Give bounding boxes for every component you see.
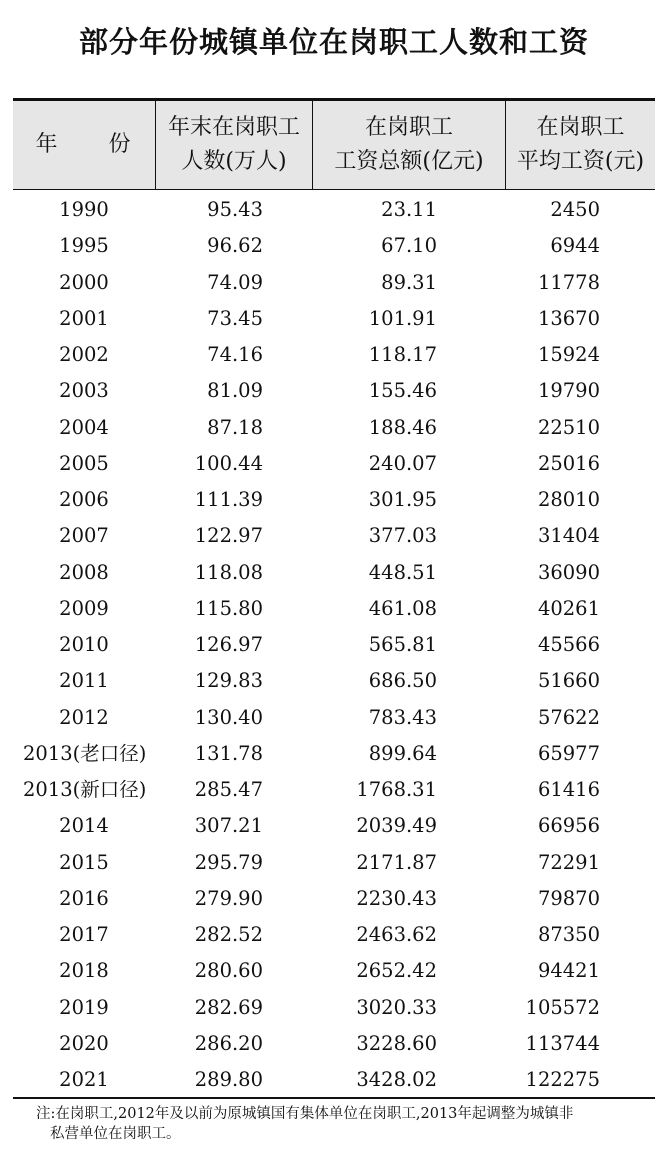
table-row [13,881,655,917]
cell-total-wage: 118.17 [368,343,437,366]
cell-avg-wage: 6944 [550,234,600,258]
cell-total-wage: 101.91 [368,306,437,330]
cell-total-wage: 899.64 [368,741,437,765]
cell-total-wage: 155.46 [368,379,437,403]
cell-year: 2019 [59,995,109,1019]
table-row [13,482,655,518]
cell-year: 2004 [59,415,109,439]
footnote-line1: 注:在岗职工,2012年及以前为原城镇国有集体单位在岗职工,2013年起调整为城镇非 [36,1106,574,1122]
table-row [13,337,655,373]
cell-year: 2007 [59,524,109,548]
table-row [13,627,655,663]
header-avg-wage-line2: 平均工资(元) [516,149,645,174]
header-year-label: 年 份 [35,132,153,157]
table-row [13,990,655,1026]
cell-avg-wage: 51660 [537,669,600,693]
cell-year: 2002 [59,343,109,366]
cell-total-wage: 461.08 [368,596,437,620]
table-header [13,101,655,190]
footnote [36,1104,646,1144]
cell-total-wage: 188.46 [368,415,437,439]
cell-avg-wage: 22510 [537,415,600,439]
cell-year: 1995 [59,234,109,258]
cell-workers: 111.39 [194,488,263,511]
cell-total-wage: 2039.49 [356,814,437,838]
table-row [13,555,655,591]
header-avg-wage [505,101,655,189]
table-row [13,591,655,627]
cell-total-wage: 2171.87 [356,850,437,874]
table-row [13,700,655,736]
cell-avg-wage: 66956 [537,814,600,838]
cell-avg-wage: 25016 [537,451,600,475]
table-row [13,446,655,482]
cell-workers: 282.52 [194,923,263,946]
cell-workers: 122.97 [194,524,263,548]
cell-year: 2010 [59,633,109,656]
cell-total-wage: 240.07 [368,451,437,475]
cell-workers: 115.80 [194,596,263,620]
table-row [13,373,655,409]
cell-total-wage: 565.81 [368,633,437,656]
table-row [13,1026,655,1062]
cell-avg-wage: 45566 [537,633,600,656]
cell-year: 2000 [59,270,109,294]
cell-workers: 280.60 [194,959,263,983]
cell-avg-wage: 13670 [537,306,600,330]
page-title: 部分年份城镇单位在岗职工人数和工资 [78,25,589,59]
header-total-wage-line1: 在岗职工 [364,115,453,140]
cell-avg-wage: 72291 [537,850,600,874]
table-row [13,953,655,989]
cell-year: 2006 [59,488,109,511]
cell-year: 2012 [59,705,109,729]
cell-total-wage: 301.95 [368,488,437,511]
cell-total-wage: 686.50 [368,669,437,693]
cell-year: 2011 [59,669,109,693]
cell-total-wage: 448.51 [368,560,437,584]
cell-workers: 289.80 [194,1068,263,1091]
header-workers [155,101,312,189]
cell-avg-wage: 87350 [537,923,600,946]
table-row [13,228,655,264]
header-avg-wage-line1: 在岗职工 [536,115,625,140]
cell-avg-wage: 94421 [537,959,600,983]
cell-year: 2016 [59,886,109,910]
cell-avg-wage: 19790 [537,379,600,403]
table-row [13,917,655,953]
header-total-wage-line2: 工资总额(亿元) [334,149,484,174]
cell-workers: 118.08 [194,560,263,584]
table-row [13,663,655,699]
cell-year: 2005 [59,451,109,475]
cell-year: 2008 [59,560,109,584]
cell-year: 2017 [59,923,109,946]
cell-total-wage: 3428.02 [356,1068,437,1091]
table-row [13,410,655,446]
cell-workers: 295.79 [194,850,263,874]
cell-avg-wage: 36090 [537,560,600,584]
cell-avg-wage: 105572 [525,995,600,1019]
cell-workers: 87.18 [207,415,263,439]
cell-total-wage: 23.11 [381,198,437,221]
cell-year: 2001 [59,306,109,330]
cell-workers: 307.21 [194,814,263,838]
cell-year: 2013(新口径) [23,778,147,801]
cell-avg-wage: 40261 [537,596,600,620]
cell-workers: 131.78 [194,741,263,765]
cell-avg-wage: 2450 [550,198,600,221]
cell-total-wage: 783.43 [368,705,437,729]
cell-year: 2003 [59,379,109,403]
table-row [13,518,655,554]
cell-total-wage: 67.10 [381,234,437,258]
cell-avg-wage: 65977 [537,741,600,765]
cell-workers: 279.90 [194,886,263,910]
cell-avg-wage: 31404 [537,524,600,548]
table-row [13,845,655,881]
cell-total-wage: 377.03 [368,524,437,548]
cell-workers: 285.47 [194,778,263,801]
cell-workers: 286.20 [194,1031,263,1055]
cell-year: 2015 [59,850,109,874]
cell-year: 2009 [59,596,109,620]
table-body [13,192,655,1098]
header-total-wage [312,101,505,189]
cell-year: 1990 [59,198,109,221]
footnote-line2: 私营单位在岗职工。 [50,1126,181,1142]
cell-workers: 96.62 [207,234,263,258]
header-workers-line2: 人数(万人) [181,149,287,174]
cell-avg-wage: 61416 [537,778,600,801]
cell-avg-wage: 79870 [537,886,600,910]
cell-workers: 126.97 [194,633,263,656]
cell-total-wage: 2463.62 [356,923,437,946]
table-bottom-rule [13,1097,655,1099]
cell-workers: 74.09 [207,270,263,294]
cell-workers: 130.40 [194,705,263,729]
cell-year: 2014 [59,814,109,838]
table-row [13,265,655,301]
cell-workers: 100.44 [194,451,263,475]
cell-total-wage: 2652.42 [356,959,437,983]
table-row [13,192,655,228]
cell-avg-wage: 28010 [537,488,600,511]
table-row [13,772,655,808]
cell-workers: 95.43 [207,198,263,221]
table-row [13,736,655,772]
cell-total-wage: 3228.60 [356,1031,437,1055]
cell-year: 2020 [59,1031,109,1055]
cell-total-wage: 89.31 [381,270,437,294]
cell-total-wage: 2230.43 [356,886,437,910]
table-row [13,808,655,844]
cell-avg-wage: 57622 [537,705,600,729]
cell-year: 2013(老口径) [23,741,147,765]
cell-workers: 74.16 [207,343,263,366]
table-row [13,301,655,337]
cell-total-wage: 1768.31 [356,778,437,801]
cell-workers: 73.45 [207,306,263,330]
cell-workers: 81.09 [207,379,263,403]
table-row [13,1062,655,1098]
cell-year: 2021 [59,1068,109,1091]
cell-avg-wage: 122275 [525,1068,600,1091]
cell-workers: 129.83 [194,669,263,693]
cell-avg-wage: 11778 [537,270,600,294]
cell-workers: 282.69 [194,995,263,1019]
cell-avg-wage: 15924 [537,343,600,366]
header-workers-line1: 年末在岗职工 [167,115,300,140]
header-year [13,101,155,189]
cell-avg-wage: 113744 [525,1031,600,1055]
cell-total-wage: 3020.33 [356,995,437,1019]
cell-year: 2018 [59,959,109,983]
